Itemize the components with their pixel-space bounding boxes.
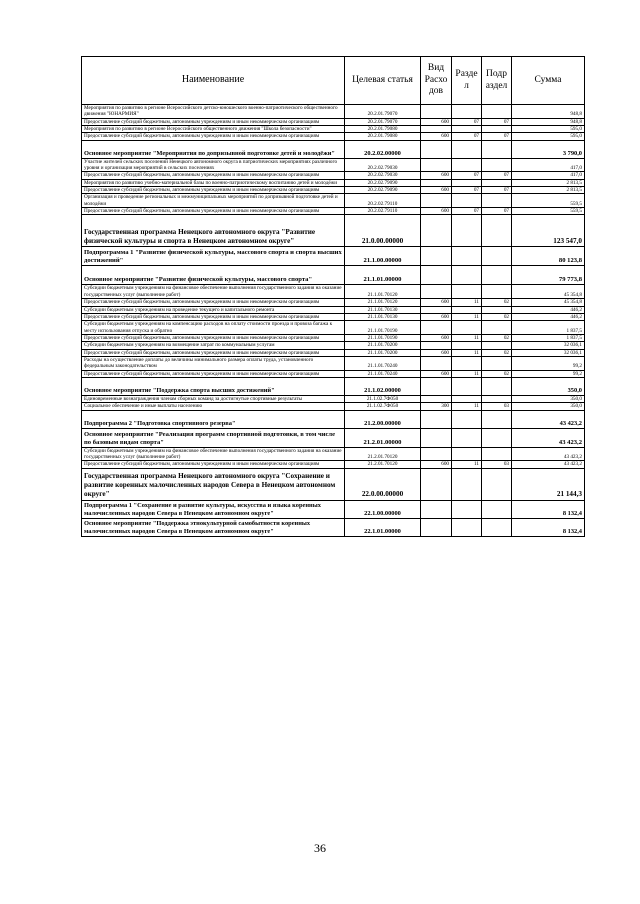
table-row	[82, 468, 585, 500]
row-sum-cell: 350,0	[512, 377, 585, 395]
row-section-cell	[452, 179, 482, 186]
row-expense-type-cell: 600	[421, 299, 452, 306]
row-name-cell: Социальное обеспечение и иные выплаты населению	[82, 403, 345, 410]
row-target-article-cell: 21.2.01.70120	[345, 447, 421, 461]
table-row	[82, 403, 585, 410]
table-row	[82, 370, 585, 377]
row-expense-type-cell	[421, 105, 452, 119]
row-expense-type-cell: 600	[421, 172, 452, 179]
row-name-cell: Основное мероприятие "Мероприятия по допризывной подготовке детей и молодёжи"	[82, 140, 345, 158]
row-expense-type-cell: 600	[421, 334, 452, 341]
row-target-article-cell: 21.1.01.70130	[345, 313, 421, 320]
row-sum-cell: 43 423,2	[512, 428, 585, 447]
row-sum-cell: 948,8	[512, 118, 585, 125]
row-expense-type-cell	[421, 468, 452, 500]
row-expense-type-cell: 600	[421, 133, 452, 140]
row-subsection-cell	[482, 356, 512, 370]
row-sum-cell: 43 423,2	[512, 461, 585, 468]
row-target-article-cell: 21.1.01.70130	[345, 306, 421, 313]
row-expense-type-cell: 600	[421, 208, 452, 215]
row-target-article-cell: 20.2.02.00000	[345, 140, 421, 158]
row-expense-type-cell: 600	[421, 118, 452, 125]
row-target-article-cell: 21.2.01.00000	[345, 428, 421, 447]
row-name-cell: Предоставление субсидий бюджетным, автономным учреждениям и иным некоммерческим организациям	[82, 370, 345, 377]
row-name-cell: Субсидии бюджетным учреждениям на финансовое обеспечение выполнения государственного задания на оказание государственных услуг (выполнение работ)	[82, 285, 345, 299]
row-expense-type-cell: 300	[421, 403, 452, 410]
row-subsection-cell: 07	[482, 118, 512, 125]
column-header-subsection: Подр аздел	[482, 57, 512, 105]
table-row	[82, 215, 585, 247]
row-expense-type-cell	[421, 447, 452, 461]
table-row	[82, 299, 585, 306]
row-sum-cell: 123 547,0	[512, 215, 585, 247]
row-name-cell: Предоставление субсидий бюджетным, автономным учреждениям и иным некоммерческим организациям	[82, 187, 345, 194]
row-expense-type-cell	[421, 126, 452, 133]
row-sum-cell: 2 813,5	[512, 187, 585, 194]
row-expense-type-cell: 600	[421, 461, 452, 468]
row-section-cell	[452, 377, 482, 395]
row-name-cell: Мероприятия по развитию в регионе Всероссийского общественного движения "Школа безопасности"	[82, 126, 345, 133]
row-sum-cell: 99,2	[512, 370, 585, 377]
row-section-cell: 11	[452, 299, 482, 306]
row-section-cell	[452, 140, 482, 158]
row-section-cell	[452, 215, 482, 247]
table-row	[82, 342, 585, 349]
page-number: 36	[314, 841, 326, 855]
row-target-article-cell: 21.1.01.70120	[345, 299, 421, 306]
row-target-article-cell: 21.1.01.70190	[345, 321, 421, 335]
row-subsection-cell: 07	[482, 172, 512, 179]
row-section-cell	[452, 285, 482, 299]
row-expense-type-cell	[421, 247, 452, 266]
row-target-article-cell: 21.1.01.70240	[345, 370, 421, 377]
row-expense-type-cell	[421, 356, 452, 370]
row-section-cell	[452, 447, 482, 461]
table-row	[82, 428, 585, 447]
table-row	[82, 377, 585, 395]
row-sum-cell: 559,5	[512, 208, 585, 215]
table-row	[82, 126, 585, 133]
row-sum-cell: 80 123,8	[512, 247, 585, 266]
row-subsection-cell	[482, 321, 512, 335]
row-subsection-cell	[482, 468, 512, 500]
row-subsection-cell	[482, 395, 512, 402]
table-row	[82, 349, 585, 356]
row-subsection-cell	[482, 285, 512, 299]
row-section-cell	[452, 428, 482, 447]
row-name-cell: Предоставление субсидий бюджетным, автономным учреждениям и иным некоммерческим организациям	[82, 299, 345, 306]
row-section-cell: 07	[452, 118, 482, 125]
row-expense-type-cell	[421, 428, 452, 447]
row-target-article-cell: 22.0.00.00000	[345, 468, 421, 500]
row-section-cell	[452, 194, 482, 208]
row-target-article-cell: 20.2.02.79090	[345, 179, 421, 186]
row-sum-cell: 446,2	[512, 313, 585, 320]
table-row	[82, 447, 585, 461]
row-section-cell: 07	[452, 187, 482, 194]
row-section-cell	[452, 321, 482, 335]
row-sum-cell: 350,0	[512, 395, 585, 402]
row-target-article-cell: 20.2.01.79080	[345, 126, 421, 133]
table-row	[82, 356, 585, 370]
row-subsection-cell	[482, 428, 512, 447]
row-name-cell: Предоставление субсидий бюджетным, автономным учреждениям и иным некоммерческим организациям	[82, 208, 345, 215]
row-name-cell: Основное мероприятие "Поддержка этнокультурной самобытности коренных малочисленных народов Севера в Ненецком автономном округе"	[82, 518, 345, 536]
row-section-cell	[452, 342, 482, 349]
row-subsection-cell: 02	[482, 370, 512, 377]
row-sum-cell: 21 144,3	[512, 468, 585, 500]
row-name-cell: Мероприятия по развитию в регионе Всероссийского детско-юношеского военно-патриотического общественного движения "ЮНАРМИЯ"	[82, 105, 345, 119]
row-expense-type-cell	[421, 215, 452, 247]
row-name-cell: Организация и проведение региональных и межмуниципальных мероприятий по допризывной подготовке детей и молодёжи	[82, 194, 345, 208]
row-sum-cell: 417,0	[512, 158, 585, 172]
column-header-name: Наименование	[82, 57, 345, 105]
row-section-cell: 11	[452, 461, 482, 468]
row-section-cell: 11	[452, 334, 482, 341]
row-sum-cell: 446,2	[512, 306, 585, 313]
row-subsection-cell	[482, 500, 512, 518]
row-name-cell: Предоставление субсидий бюджетным, автономным учреждениям и иным некоммерческим организациям	[82, 461, 345, 468]
table-row	[82, 158, 585, 172]
row-subsection-cell: 02	[482, 299, 512, 306]
row-subsection-cell	[482, 247, 512, 266]
row-target-article-cell: 21.1.01.70190	[345, 334, 421, 341]
row-subsection-cell: 07	[482, 133, 512, 140]
row-sum-cell: 45 354,8	[512, 299, 585, 306]
row-name-cell: Основное мероприятие "Развитие физической культуры, массового спорта"	[82, 266, 345, 285]
row-subsection-cell: 07	[482, 187, 512, 194]
row-sum-cell: 32 036,1	[512, 342, 585, 349]
row-section-cell	[452, 468, 482, 500]
table-row	[82, 266, 585, 285]
row-target-article-cell: 21.1.01.00000	[345, 266, 421, 285]
row-name-cell: Субсидии бюджетным учреждениям на проведение текущего и капитального ремонта	[82, 306, 345, 313]
table-row	[82, 321, 585, 335]
row-name-cell: Основное мероприятие "Поддержка спорта высших достижений"	[82, 377, 345, 395]
row-section-cell: 07	[452, 208, 482, 215]
row-target-article-cell: 21.2.01.70120	[345, 461, 421, 468]
row-name-cell: Государственная программа Ненецкого автономного округа "Сохранение и развитие коренных малочисленных народов Севера в Ненецком автономном округе"	[82, 468, 345, 500]
row-name-cell: Субсидии бюджетным учреждениям на компенсацию расходов на оплату стоимости проезда и провоза багажа к месту использования отпуска и обратно	[82, 321, 345, 335]
row-target-article-cell: 20.2.01.79070	[345, 105, 421, 119]
row-section-cell: 11	[452, 349, 482, 356]
row-subsection-cell: 02	[482, 334, 512, 341]
row-target-article-cell: 21.0.00.00000	[345, 215, 421, 247]
table-row	[82, 179, 585, 186]
table-row	[82, 133, 585, 140]
row-target-article-cell: 21.2.00.00000	[345, 410, 421, 428]
row-subsection-cell	[482, 194, 512, 208]
row-name-cell: Предоставление субсидий бюджетным, автономным учреждениям и иным некоммерческим организациям	[82, 349, 345, 356]
row-section-cell: 11	[452, 403, 482, 410]
row-subsection-cell	[482, 342, 512, 349]
row-name-cell: Предоставление субсидий бюджетным, автономным учреждениям и иным некоммерческим организациям	[82, 133, 345, 140]
row-sum-cell: 595,0	[512, 133, 585, 140]
row-sum-cell: 948,8	[512, 105, 585, 119]
row-expense-type-cell	[421, 306, 452, 313]
table-row	[82, 500, 585, 518]
row-name-cell: Расходы на осуществление доплаты до величины минимального размера оплаты труда, установленного федеральным законодательством	[82, 356, 345, 370]
column-header-section: Разде л	[452, 57, 482, 105]
table-row	[82, 461, 585, 468]
row-section-cell: 11	[452, 313, 482, 320]
row-sum-cell: 8 132,4	[512, 518, 585, 536]
row-section-cell	[452, 356, 482, 370]
table-row	[82, 518, 585, 536]
row-target-article-cell: 22.1.00.00000	[345, 500, 421, 518]
row-sum-cell: 417,0	[512, 172, 585, 179]
row-subsection-cell: 02	[482, 349, 512, 356]
row-name-cell: Участие жителей сельских поселений Ненецкого автономного округа в патриотических мероприятиях различного уровня и организация мероприятий в сельских поселениях	[82, 158, 345, 172]
row-name-cell: Государственная программа Ненецкого автономного округа "Развитие физической культуры и спорта в Ненецком автономном округе"	[82, 215, 345, 247]
row-sum-cell: 2 813,5	[512, 179, 585, 186]
row-subsection-cell	[482, 306, 512, 313]
table-row	[82, 140, 585, 158]
row-sum-cell: 43 423,2	[512, 447, 585, 461]
table-row	[82, 118, 585, 125]
row-target-article-cell: 20.2.02.79090	[345, 187, 421, 194]
row-target-article-cell: 21.1.01.70200	[345, 349, 421, 356]
row-subsection-cell	[482, 140, 512, 158]
row-section-cell: 07	[452, 172, 482, 179]
row-target-article-cell: 21.1.01.70240	[345, 356, 421, 370]
table-row	[82, 194, 585, 208]
row-name-cell: Субсидии бюджетным учреждениям на финансовое обеспечение выполнения государственного задания на оказание государственных услуг (выполнение работ)	[82, 447, 345, 461]
table-row	[82, 172, 585, 179]
row-subsection-cell	[482, 158, 512, 172]
row-target-article-cell: 20.2.02.79030	[345, 158, 421, 172]
row-target-article-cell: 21.1.00.00000	[345, 247, 421, 266]
row-name-cell: Субсидии бюджетным учреждениям на возмещение затрат по коммунальным услугам	[82, 342, 345, 349]
row-expense-type-cell	[421, 285, 452, 299]
row-subsection-cell: 03	[482, 403, 512, 410]
row-sum-cell: 559,5	[512, 194, 585, 208]
row-expense-type-cell	[421, 395, 452, 402]
row-name-cell: Подпрограмма 2 "Подготовка спортивного резерва"	[82, 410, 345, 428]
row-sum-cell: 350,0	[512, 403, 585, 410]
row-expense-type-cell	[421, 194, 452, 208]
table-row	[82, 105, 585, 119]
row-expense-type-cell	[421, 377, 452, 395]
row-subsection-cell	[482, 215, 512, 247]
row-section-cell	[452, 247, 482, 266]
row-subsection-cell	[482, 266, 512, 285]
row-target-article-cell: 21.1.02.7Ф050	[345, 395, 421, 402]
table-row	[82, 208, 585, 215]
row-sum-cell: 43 423,2	[512, 410, 585, 428]
row-target-article-cell: 21.1.01.70200	[345, 342, 421, 349]
table-row	[82, 313, 585, 320]
column-header-sum: Сумма	[512, 57, 585, 105]
row-expense-type-cell	[421, 321, 452, 335]
row-sum-cell: 32 036,1	[512, 349, 585, 356]
row-name-cell: Предоставление субсидий бюджетным, автономным учреждениям и иным некоммерческим организациям	[82, 334, 345, 341]
table-row	[82, 187, 585, 194]
row-name-cell: Основное мероприятие "Реализация программ спортивной подготовки, в том числе по базовым видам спорта"	[82, 428, 345, 447]
row-subsection-cell: 02	[482, 313, 512, 320]
row-name-cell: Подпрограмма 1 "Развитие физической культуры, массового спорта и спорта высших достижений"	[82, 247, 345, 266]
row-subsection-cell	[482, 410, 512, 428]
table-row	[82, 306, 585, 313]
row-subsection-cell	[482, 447, 512, 461]
row-expense-type-cell: 600	[421, 370, 452, 377]
table-row	[82, 395, 585, 402]
row-section-cell	[452, 410, 482, 428]
row-subsection-cell	[482, 126, 512, 133]
column-header-expense-type: Вид Расхо дов	[421, 57, 452, 105]
row-section-cell	[452, 518, 482, 536]
row-section-cell	[452, 158, 482, 172]
table-header-row	[82, 57, 585, 105]
row-subsection-cell	[482, 179, 512, 186]
row-target-article-cell: 21.1.01.70120	[345, 285, 421, 299]
row-subsection-cell: 03	[482, 461, 512, 468]
row-subsection-cell	[482, 518, 512, 536]
row-expense-type-cell: 600	[421, 349, 452, 356]
table-row	[82, 410, 585, 428]
table-row	[82, 247, 585, 266]
row-name-cell: Подпрограмма 1 "Сохранение и развитие культуры, искусства и языка коренных малочисленных народов Севера в Ненецком автономном округе"	[82, 500, 345, 518]
row-subsection-cell: 07	[482, 208, 512, 215]
row-name-cell: Предоставление субсидий бюджетным, автономным учреждениям и иным некоммерческим организациям	[82, 313, 345, 320]
row-sum-cell: 45 354,8	[512, 285, 585, 299]
row-target-article-cell: 22.1.01.00000	[345, 518, 421, 536]
row-expense-type-cell: 600	[421, 313, 452, 320]
row-target-article-cell: 20.2.02.79110	[345, 194, 421, 208]
row-section-cell	[452, 105, 482, 119]
row-target-article-cell: 20.2.02.79110	[345, 208, 421, 215]
row-name-cell: Мероприятия по развитию учебно-материальной базы по военно-патриотическому воспитанию детей и молодёжи	[82, 179, 345, 186]
row-expense-type-cell	[421, 158, 452, 172]
column-header-target-article: Целевая статья	[345, 57, 421, 105]
row-expense-type-cell	[421, 500, 452, 518]
row-name-cell: Предоставление субсидий бюджетным, автономным учреждениям и иным некоммерческим организациям	[82, 118, 345, 125]
row-sum-cell: 3 790,0	[512, 140, 585, 158]
row-section-cell	[452, 500, 482, 518]
row-sum-cell: 8 132,4	[512, 500, 585, 518]
row-target-article-cell: 20.2.01.79080	[345, 133, 421, 140]
row-target-article-cell: 21.1.02.00000	[345, 377, 421, 395]
row-subsection-cell	[482, 377, 512, 395]
row-expense-type-cell: 600	[421, 187, 452, 194]
row-expense-type-cell	[421, 140, 452, 158]
row-section-cell: 07	[452, 133, 482, 140]
row-subsection-cell	[482, 105, 512, 119]
row-sum-cell: 79 773,8	[512, 266, 585, 285]
row-expense-type-cell	[421, 266, 452, 285]
row-name-cell: Предоставление субсидий бюджетным, автономным учреждениям и иным некоммерческим организациям	[82, 172, 345, 179]
row-section-cell	[452, 126, 482, 133]
row-target-article-cell: 21.1.02.7Ф050	[345, 403, 421, 410]
row-expense-type-cell	[421, 342, 452, 349]
row-sum-cell: 99,2	[512, 356, 585, 370]
row-sum-cell: 595,0	[512, 126, 585, 133]
row-expense-type-cell	[421, 410, 452, 428]
row-expense-type-cell	[421, 518, 452, 536]
table-row	[82, 334, 585, 341]
row-expense-type-cell	[421, 179, 452, 186]
table-row	[82, 285, 585, 299]
row-section-cell	[452, 266, 482, 285]
row-section-cell: 11	[452, 370, 482, 377]
row-section-cell	[452, 306, 482, 313]
row-target-article-cell: 20.2.02.79030	[345, 172, 421, 179]
row-section-cell	[452, 395, 482, 402]
row-name-cell: Единовременные вознаграждения членам сборных команд за достигнутые спортивные результаты	[82, 395, 345, 402]
row-sum-cell: 1 837,5	[512, 334, 585, 341]
budget-table	[81, 56, 585, 537]
row-sum-cell: 1 837,5	[512, 321, 585, 335]
row-target-article-cell: 20.2.01.79070	[345, 118, 421, 125]
